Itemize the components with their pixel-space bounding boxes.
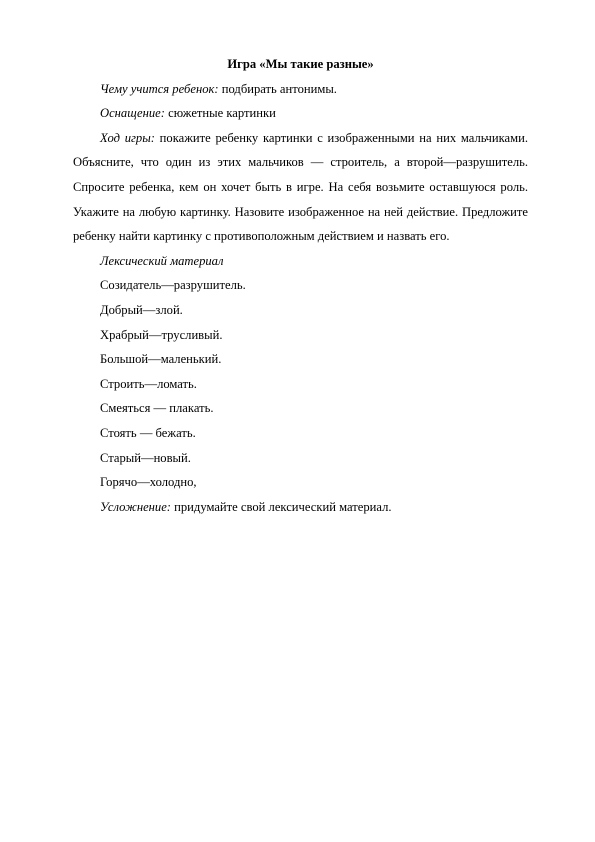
procedure-text: покажите ребенку картинки с изображенными на них мальчиками. Объясните, что один из этих мальчиков — строитель, а второй—разрушитель. Спросите ребенка, кем он хочет быть в игре. На себя возьмите оставшуюся роль. Укажите на любую картинку. Назовите изображенное на ней действие. Предложите ребенку найти картинку с противоположным действием и назвать его. [73, 130, 528, 244]
goal-paragraph [73, 77, 528, 102]
equipment-text: сюжетные картинки [164, 106, 276, 121]
game-title: Игра «Мы такие разные» [227, 57, 374, 71]
lexical-heading: Лексический материал [100, 253, 224, 268]
antonym-pair: Старый—новый. [100, 450, 191, 465]
antonym-pair: Созидатель—разрушитель. [100, 278, 246, 293]
complication-paragraph [73, 495, 528, 520]
goal-label: Чему учится ребенок: [100, 81, 219, 96]
procedure-paragraph [73, 126, 528, 249]
antonym-pair: Строить—ломать. [100, 376, 197, 391]
procedure-label: Ход игры: [100, 130, 155, 145]
goal-text: подбирать антонимы. [218, 81, 337, 96]
antonym-pair: Горячо—холодно, [100, 475, 197, 490]
antonym-pair: Большой—маленький. [100, 352, 222, 367]
complication-label: Усложнение: [100, 499, 171, 514]
document-body [73, 52, 528, 519]
equipment-paragraph [73, 101, 528, 126]
antonym-pair: Добрый—злой. [100, 302, 183, 317]
complication-text: придумайте свой лексический материал. [170, 499, 392, 514]
antonym-pair: Стоять — бежать. [100, 425, 196, 440]
antonym-pair: Смеяться — плакать. [100, 401, 214, 416]
antonym-pair: Храбрый—трусливый. [100, 327, 223, 342]
equipment-label: Оснащение: [100, 106, 165, 121]
